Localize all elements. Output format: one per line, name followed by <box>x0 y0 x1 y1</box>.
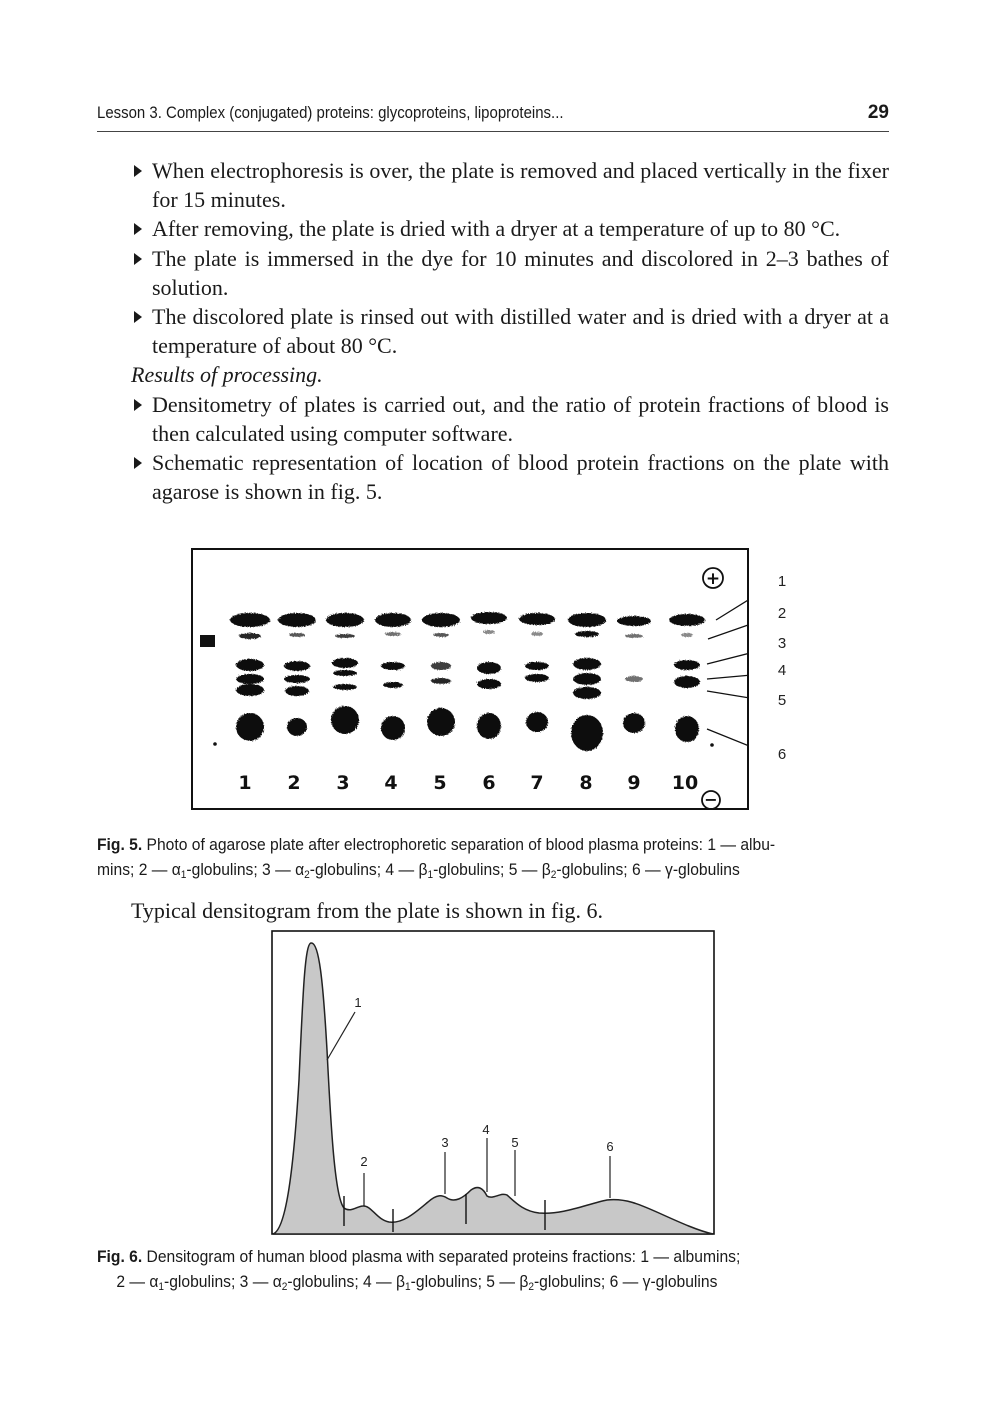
protein-band <box>335 634 355 638</box>
protein-band <box>526 712 548 732</box>
lane-number: 8 <box>579 772 593 794</box>
bullet-item: Schematic representation of location of blood protein fractions on the plate with agarose is shown in fig. 5. <box>131 448 889 506</box>
protein-band <box>239 633 261 639</box>
protein-band <box>385 632 401 636</box>
protein-band <box>236 713 264 741</box>
protein-band <box>326 613 364 627</box>
protein-band <box>331 706 359 734</box>
peak-label: 4 <box>482 1122 490 1137</box>
protein-band <box>278 613 316 627</box>
lane-number: 9 <box>627 772 641 794</box>
protein-band <box>236 659 264 671</box>
header-title: Lesson 3. Complex (conjugated) proteins: glycoproteins, lipoproteins... <box>97 103 564 122</box>
lane-number: 3 <box>336 772 350 794</box>
peak-label: 6 <box>606 1139 614 1154</box>
band-label: 3 <box>777 635 787 652</box>
protein-band <box>669 614 705 626</box>
subscript: 1 <box>158 1280 165 1293</box>
caption-label: Fig. 6. <box>97 1247 143 1266</box>
protein-band <box>568 613 606 627</box>
protein-band <box>383 682 403 688</box>
lane-number: 10 <box>671 772 699 794</box>
protein-band <box>285 686 309 696</box>
bullet-item: The plate is immersed in the dye for 10 minutes and discolored in 2–3 bathes of solution. <box>131 244 889 302</box>
bullet-item: When electrophoresis is over, the plate is removed and placed vertically in the fixer for 15 minutes. <box>131 156 889 214</box>
lane-number: 5 <box>433 772 447 794</box>
caption-text: mins; 2 — α <box>97 859 181 879</box>
caption-text: Photo of agarose plate after electrophoretic separation of blood plasma proteins: 1 — albu- <box>146 835 776 854</box>
agarose-plate-figure <box>191 548 749 810</box>
caption-text: 2 — α <box>116 1271 159 1291</box>
protein-band <box>332 658 358 668</box>
figure-5-caption <box>97 833 889 887</box>
protein-band <box>519 613 555 625</box>
subscript: 1 <box>427 868 434 881</box>
protein-band <box>623 713 645 733</box>
bullet-item: The discolored plate is rinsed out with distilled water and is dried with a dryer at a temperature of about 80 °C. <box>131 302 889 360</box>
protein-band <box>681 633 693 637</box>
protein-band <box>471 612 507 624</box>
protein-band <box>573 673 601 685</box>
peak-label: 5 <box>511 1135 519 1150</box>
protein-band <box>287 718 307 736</box>
protein-band <box>230 613 270 627</box>
band-labels <box>772 568 794 768</box>
protein-band <box>427 708 455 736</box>
protein-band <box>477 679 501 689</box>
lane-number: 4 <box>384 772 398 794</box>
plus-sign: + <box>705 569 721 589</box>
caption-text: -globulins; 5 — β <box>410 1271 529 1291</box>
band-label: 1 <box>777 573 787 590</box>
protein-band <box>431 662 451 670</box>
protein-band <box>573 658 601 670</box>
subscript: 2 <box>304 868 310 881</box>
protein-band <box>381 716 405 740</box>
body-text <box>131 156 889 506</box>
band-label: 2 <box>777 605 787 622</box>
band-label: 6 <box>777 746 787 763</box>
protein-band <box>525 662 549 670</box>
protein-band <box>477 713 501 739</box>
running-header <box>97 101 889 132</box>
bullet-item: After removing, the plate is dried with a dryer at a temperature of up to 80 °C. <box>131 214 889 243</box>
figure-6-caption <box>97 1245 889 1299</box>
caption-text: -globulins; 6 — γ-globulins <box>556 859 740 879</box>
peak-label: 1 <box>354 995 362 1010</box>
caption-text: Densitogram of human blood plasma with separated proteins fractions: 1 — albumins; <box>146 1247 741 1266</box>
lane-number: 2 <box>287 772 301 794</box>
protein-band <box>531 632 543 636</box>
protein-band <box>236 684 264 696</box>
protein-band <box>284 661 310 671</box>
minus-sign: − <box>704 790 718 809</box>
peak-label: 3 <box>441 1135 449 1150</box>
caption-text: -globulins; 4 — β <box>309 859 428 879</box>
sample-marker <box>200 635 215 647</box>
protein-band <box>571 715 603 751</box>
protein-band <box>617 616 651 626</box>
protein-band <box>573 687 601 699</box>
protein-band <box>433 633 449 637</box>
results-heading: Results of processing. <box>131 362 323 388</box>
protein-band <box>575 631 599 637</box>
protein-band <box>674 660 700 670</box>
caption-text: -globulins; 4 — β <box>287 1271 406 1291</box>
caption-text: -globulins; 5 — β <box>433 859 551 879</box>
protein-band <box>381 662 405 670</box>
protein-band <box>422 613 460 627</box>
protein-band <box>674 676 700 688</box>
protein-band <box>375 613 411 627</box>
protein-band <box>675 716 699 742</box>
subscript: 2 <box>550 868 557 881</box>
peak-label: 2 <box>360 1154 368 1169</box>
protein-band <box>431 678 451 684</box>
subscript: 1 <box>180 868 187 881</box>
lane-number: 7 <box>530 772 544 794</box>
band-label: 5 <box>777 692 787 709</box>
protein-band <box>483 630 495 634</box>
protein-band <box>236 674 264 684</box>
caption-text: -globulins; 3 — α <box>164 1271 282 1291</box>
protein-band <box>333 670 357 676</box>
caption-text: -globulins; 6 — γ-globulins <box>533 1271 718 1291</box>
protein-band <box>289 633 305 637</box>
protein-band <box>625 676 643 682</box>
subscript: 2 <box>281 1280 288 1293</box>
protein-band <box>333 684 357 690</box>
typical-densitogram-text: Typical densitogram from the plate is shown in fig. 6. <box>131 898 603 923</box>
protein-band <box>284 675 310 683</box>
subscript: 2 <box>528 1280 534 1293</box>
caption-label: Fig. 5. <box>97 835 143 854</box>
lane-number: 1 <box>238 772 252 794</box>
densitogram-figure <box>271 930 715 1235</box>
lane-number: 6 <box>482 772 496 794</box>
protein-band <box>625 634 643 638</box>
caption-text: -globulins; 3 — α <box>186 859 305 879</box>
band-label: 4 <box>777 662 787 679</box>
page-number: 29 <box>867 102 889 123</box>
bullet-item: Densitometry of plates is carried out, and the ratio of protein fractions of blood is then calculated using computer software. <box>131 390 889 448</box>
protein-band <box>525 674 549 682</box>
subscript: 1 <box>405 1280 411 1293</box>
protein-band <box>477 662 501 674</box>
